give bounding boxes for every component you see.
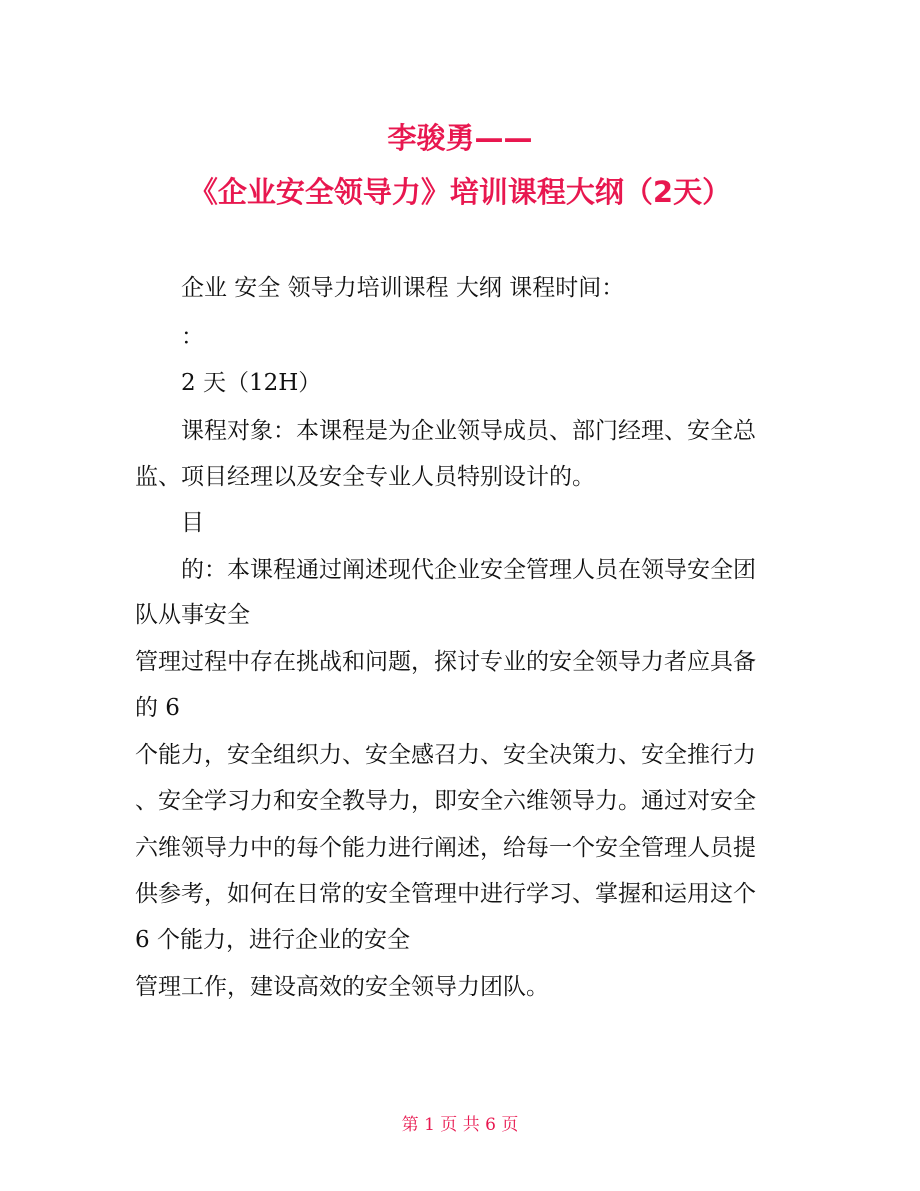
body-line-purpose-cont-8: 6 个能力，进行企业的安全 (135, 927, 410, 953)
body-line-purpose-cont-2: 管理过程中存在挑战和问题，探讨专业的安全领导力者应具备 (135, 649, 756, 675)
body-line-audience-cont: 监、项目经理以及安全专业人员特别设计的。 (135, 464, 595, 490)
body-line-purpose-cont-9: 管理工作，建设高效的安全领导力团队。 (135, 974, 549, 1000)
document-title-author: 李骏勇—— (387, 121, 533, 155)
body-line-purpose-cont-6: 六维领导力中的每个能力进行阐述，给每一个安全管理人员提 (135, 835, 756, 861)
body-line-purpose-cont-7: 供参考，如何在日常的安全管理中进行学习、掌握和运用这个 (135, 881, 756, 907)
body-line-audience: 课程对象：本课程是为企业领导成员、部门经理、安全总 (181, 418, 756, 444)
page-number-footer: 第 1 页 共 6 页 (401, 1115, 519, 1135)
body-line-purpose-cont-1: 队从事安全 (135, 602, 250, 628)
body-line-purpose-cont-4: 个能力，安全组织力、安全感召力、安全决策力、安全推行力 (135, 742, 756, 768)
body-line-course-time: 企业 安全 领导力培训课程 大纲 课程时间： (181, 275, 625, 301)
body-line-purpose-cont-3: 的 6 (135, 695, 180, 721)
body-line-duration: 2 天（12H） (181, 370, 322, 396)
document-title-course: 《企业安全领导力》培训课程大纲（2天） (188, 175, 732, 209)
body-line-purpose: 的：本课程通过阐述现代企业安全管理人员在领导安全团 (181, 557, 756, 583)
body-line-colon: ： (181, 324, 204, 350)
body-line-purpose-cont-5: 、安全学习力和安全教导力，即安全六维领导力。通过对安全 (135, 788, 756, 814)
body-line-purpose-heading: 目 (181, 510, 204, 536)
